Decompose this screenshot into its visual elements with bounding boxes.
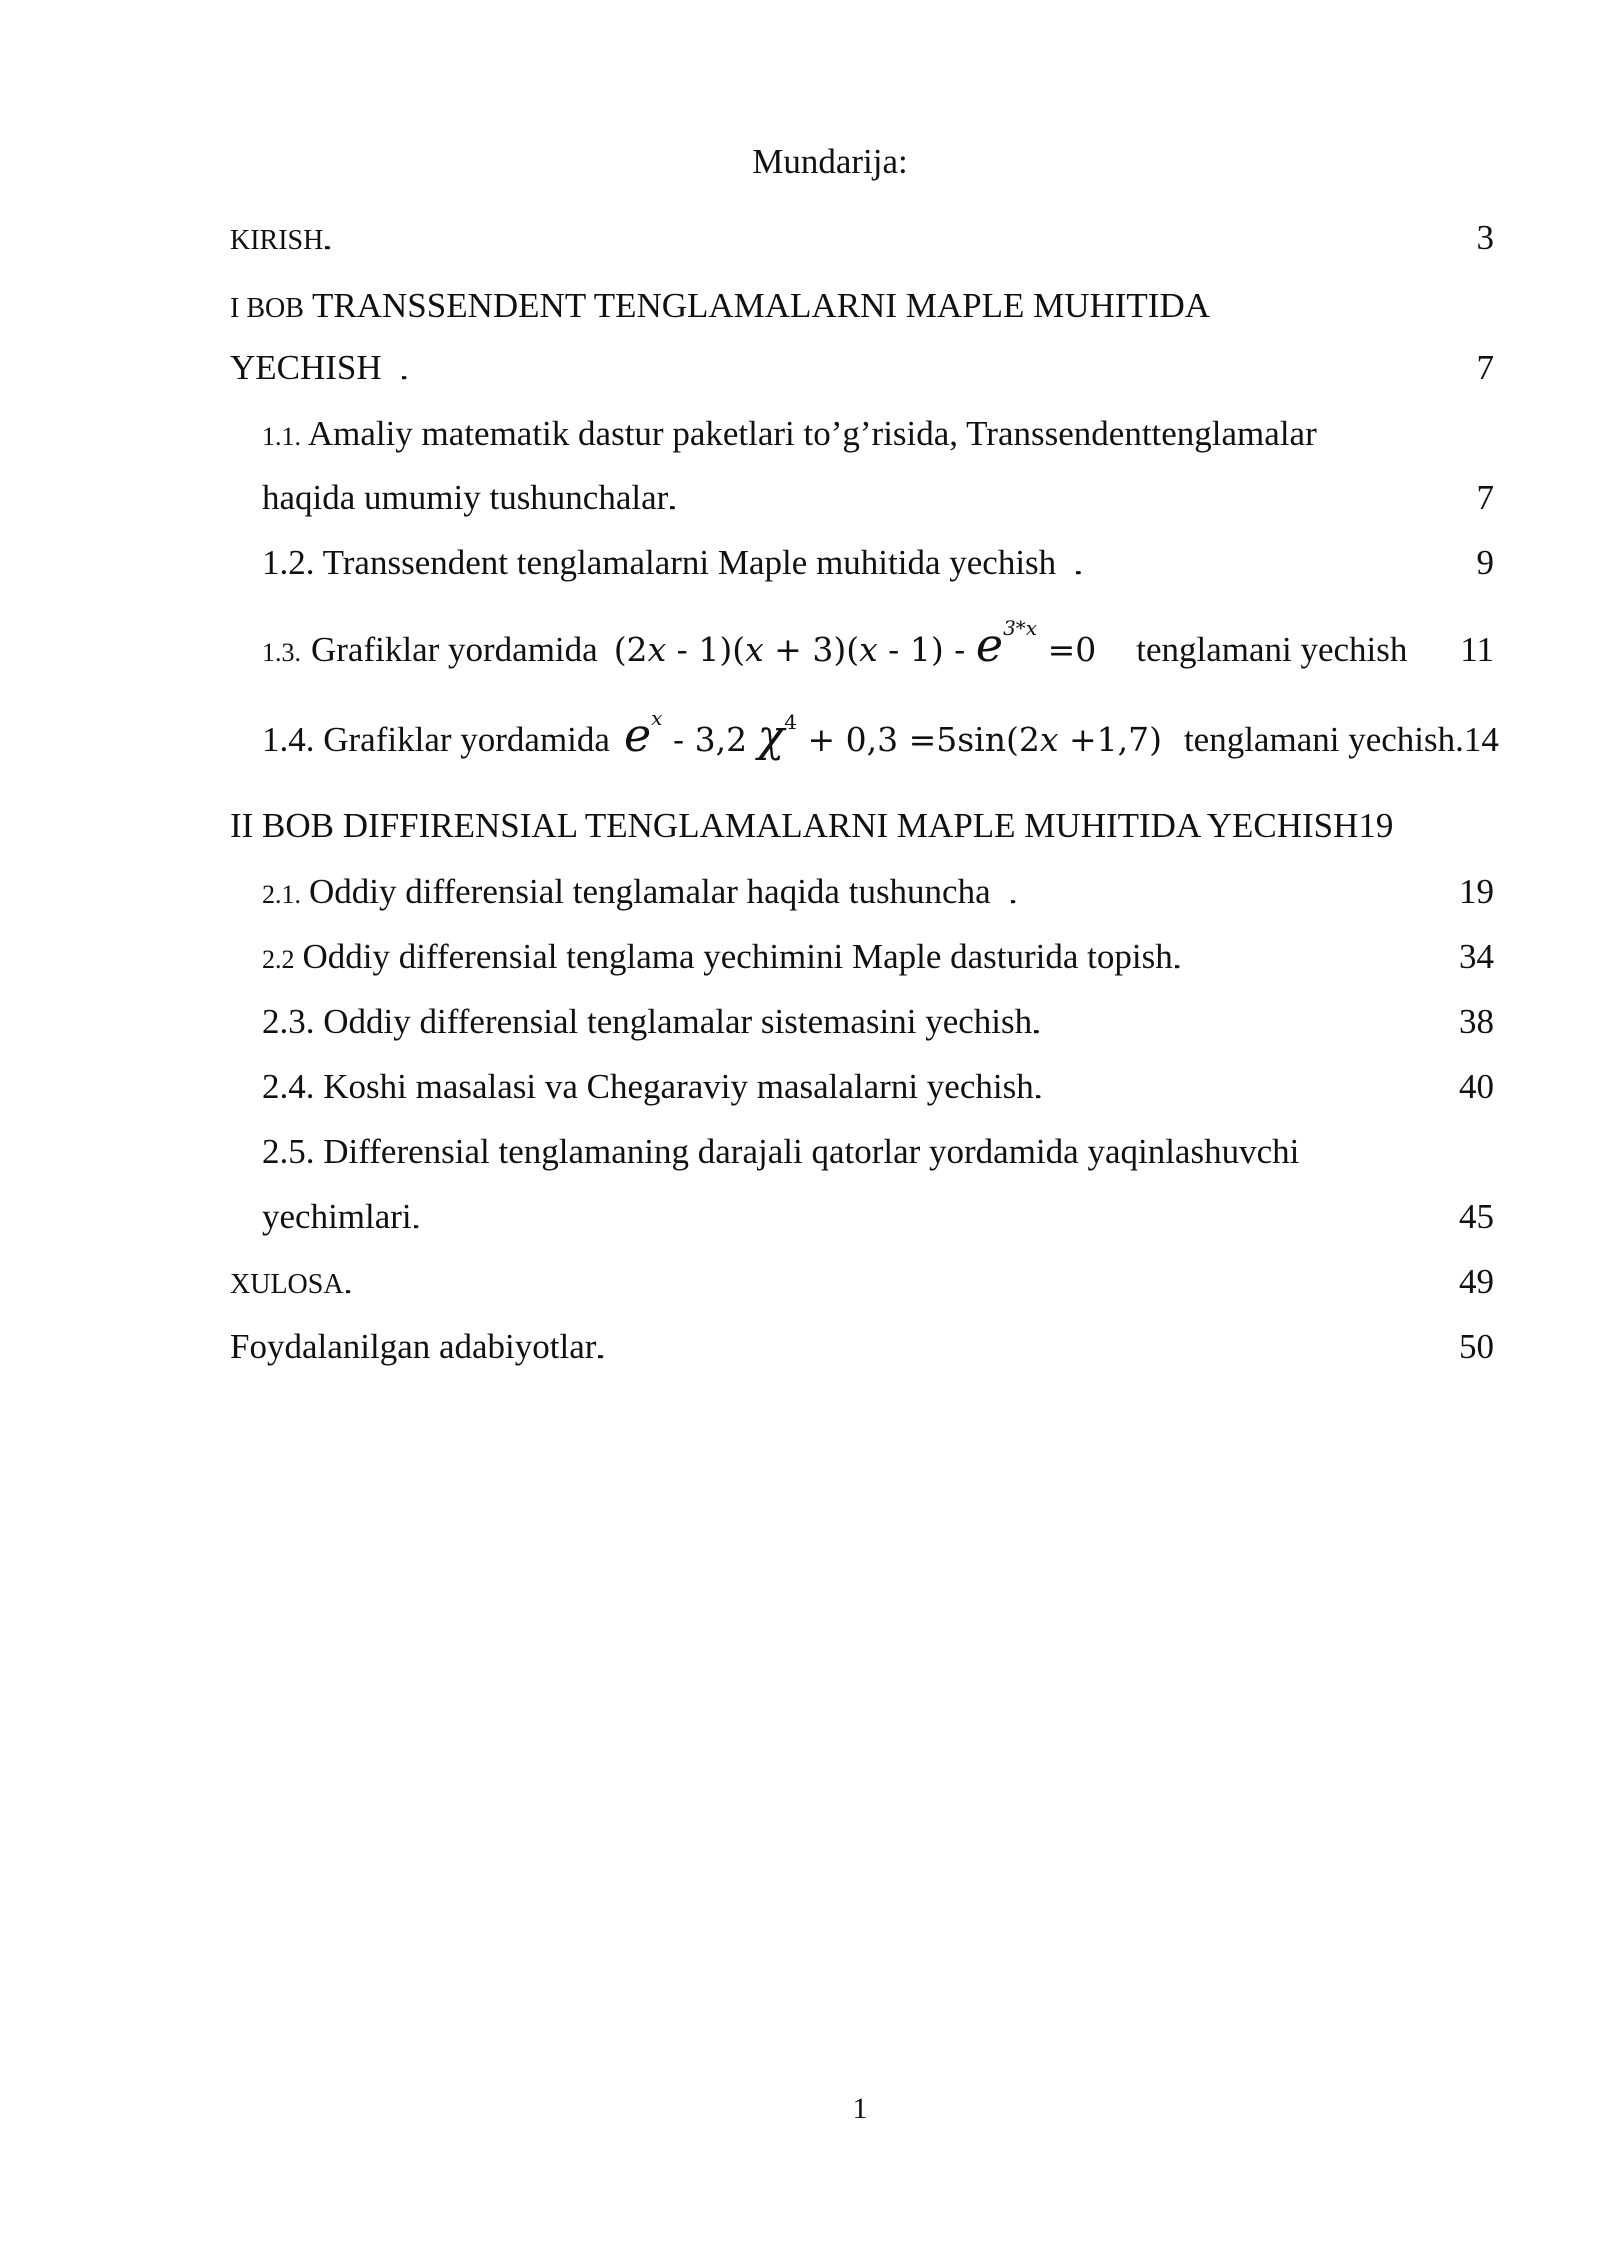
toc-page-number: 14 — [1463, 720, 1499, 759]
section-number: 1.3. — [262, 638, 301, 667]
toc-page-number: 38 — [1459, 1002, 1494, 1041]
dot-leader — [1076, 543, 1474, 583]
toc-entry-label: XULOSA — [230, 1269, 344, 1300]
equation-1-4: $e^x - 3,2$ $\chi^4 + 0,3 =5\sin(2x +1,7)$ — [623, 706, 1162, 762]
toc-page-number: 11 — [1460, 630, 1494, 669]
dot-leader — [346, 1262, 1457, 1302]
toc-entry-label-cont: YECHISH — [230, 348, 382, 387]
toc-entry-label-cont: yechimlari — [262, 1197, 412, 1236]
toc-entry-label: TRANSSENDENT TENGLAMALARNI MAPLE MUHITIDA — [312, 286, 1211, 325]
toc-entry-label: Foydalanilgan adabiyotlar — [230, 1327, 597, 1366]
toc-entry-1-1-cont[interactable] — [262, 478, 1494, 528]
toc-entry-label: Oddiy differensial tenglama yechimini Maple dasturida topish — [302, 937, 1173, 976]
toc-page-number: 19 — [1459, 872, 1494, 911]
toc-entry-2-2[interactable] — [262, 937, 1494, 987]
toc-page-number: 50 — [1459, 1327, 1494, 1366]
toc-page-number: 19 — [1358, 806, 1394, 845]
toc-entry-1-1[interactable] — [262, 414, 1317, 454]
toc-page-number: 34 — [1459, 937, 1494, 976]
dot-leader — [1175, 937, 1457, 977]
toc-page-number: 45 — [1459, 1197, 1494, 1236]
toc-page-number: 7 — [1476, 348, 1494, 387]
toc-entry-1-4[interactable] — [262, 706, 1499, 776]
toc-entry-2-4[interactable] — [262, 1067, 1494, 1117]
toc-page-number: 9 — [1476, 543, 1494, 582]
toc-entry-references[interactable] — [230, 1327, 1494, 1377]
toc-entry-2-5[interactable] — [262, 1132, 1299, 1172]
toc-entry-label: 1.4. Grafiklar yordamida — [262, 720, 610, 759]
section-number: 2.2 — [262, 945, 295, 974]
dot-leader — [1036, 1067, 1457, 1107]
toc-entry-kirish[interactable] — [230, 218, 1494, 268]
toc-entry-label: 2.5. Differensial tenglamaning darajali qatorlar yordamida yaqinlashuvchi — [262, 1132, 1300, 1171]
toc-entry-label: Grafiklar yordamida — [311, 630, 598, 669]
toc-entry-label-cont: haqida umumiy tushunchalar — [262, 478, 669, 517]
toc-entry-label: Amaliy matematik dastur paketlari to’g’risida, Transsendenttenglamalar — [307, 414, 1317, 453]
toc-entry-2-5-cont[interactable] — [262, 1197, 1494, 1247]
toc-page-number: 3 — [1476, 218, 1494, 257]
dot-leader — [325, 218, 1474, 258]
section-number: 1.1. — [262, 422, 301, 451]
toc-entry-label: II BOB DIFFIRENSIAL TENGLAMALARNI MAPLE MUHITIDA YECHISH — [230, 806, 1359, 845]
toc-entry-label: 1.2. Transsendent tenglamalarni Maple muhitida yechish — [262, 543, 1057, 582]
toc-entry-label: 2.3. Oddiy differensial tenglamalar sistemasini yechish — [262, 1002, 1033, 1041]
dot-leader — [670, 478, 1474, 518]
toc-page-number: 49 — [1459, 1262, 1494, 1301]
toc-entry-label: 2.4. Koshi masalasi va Chegaraviy masalalarni yechish — [262, 1067, 1034, 1106]
toc-entry-2-3[interactable] — [262, 1002, 1494, 1052]
dot-leader — [1034, 1002, 1457, 1042]
toc-page-number: 40 — [1459, 1067, 1494, 1106]
dot-leader — [1011, 872, 1457, 912]
dot-leader — [598, 1327, 1457, 1367]
toc-entry-label: Oddiy differensial tenglamalar haqida tushuncha — [309, 872, 991, 911]
toc-entry-label-after: tenglamani yechish — [1136, 630, 1408, 669]
toc-entry-2-1[interactable] — [262, 872, 1494, 922]
toc-entry-1-3[interactable] — [262, 618, 1494, 680]
section-number: 2.1. — [262, 880, 301, 909]
toc-page-number: 7 — [1476, 478, 1494, 517]
equation-1-3: $(2x - 1)(x + 3)(x - 1) - e^{3*x} =0$ — [613, 616, 1097, 672]
toc-entry-label-after: tenglamani yechish. — [1183, 720, 1464, 759]
toc-entry-chapter-2[interactable] — [230, 806, 1494, 856]
dot-leader — [402, 348, 1475, 388]
page-title: Mundarija: — [752, 142, 908, 181]
chapter-prefix: I BOB — [230, 293, 304, 324]
toc-entry-1-2[interactable] — [262, 543, 1494, 593]
page-number-footer: 1 — [852, 2092, 868, 2125]
toc-entry-label: KIRISH — [230, 225, 324, 256]
toc-entry-xulosa[interactable] — [230, 1262, 1494, 1312]
toc-entry-chapter-1[interactable] — [230, 286, 1210, 326]
dot-leader — [414, 1197, 1457, 1237]
toc-entry-chapter-1-cont[interactable] — [230, 348, 1494, 398]
